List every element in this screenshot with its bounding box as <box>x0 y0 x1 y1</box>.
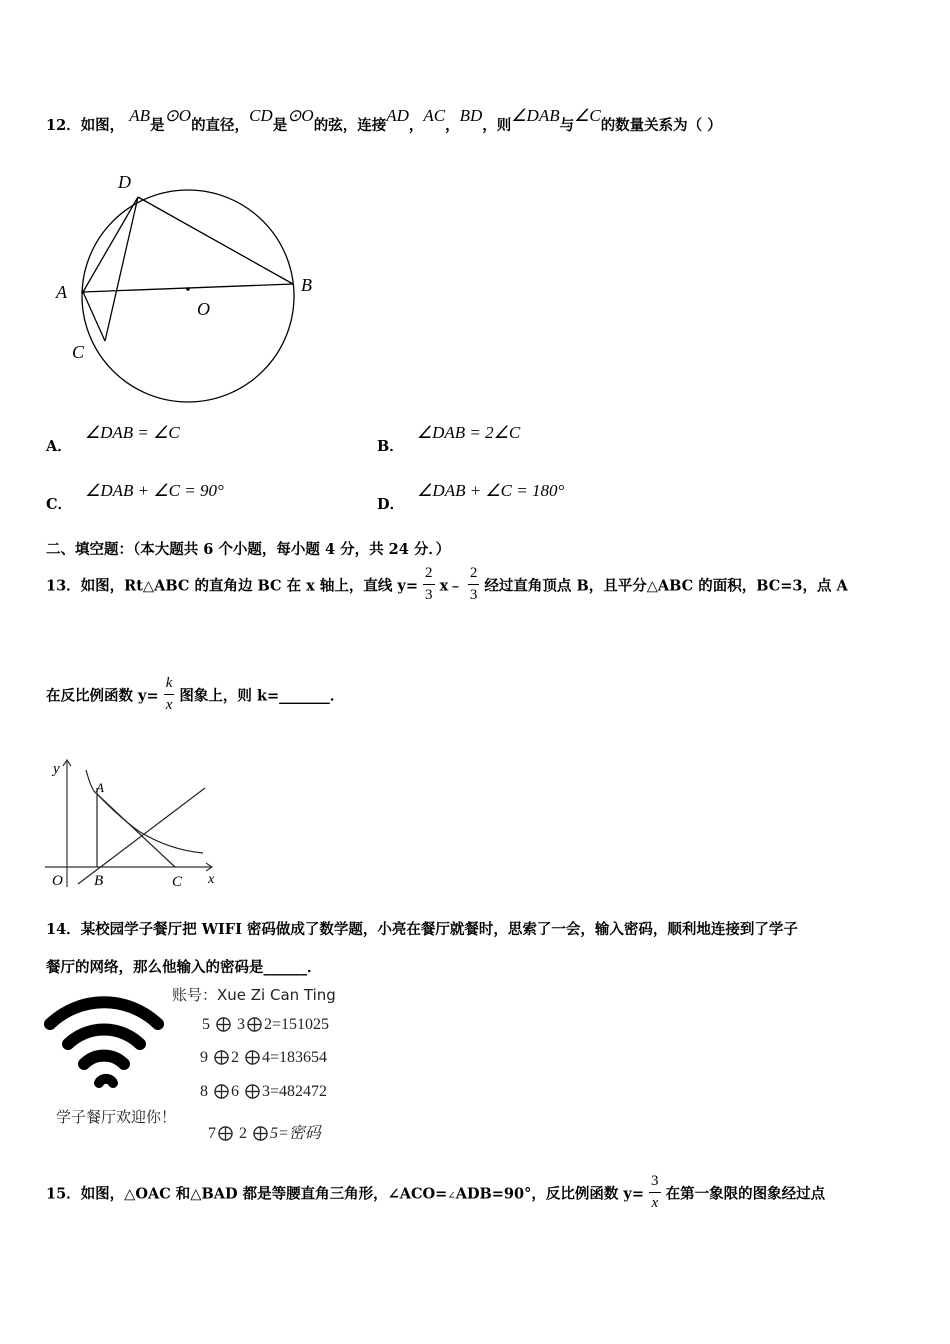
fraction-3-x: $\frac{3}{x}$ <box>651 1173 659 1211</box>
wifi-icon <box>44 992 164 1092</box>
wifi-equation-4: 7 2 5=密码 <box>208 1125 321 1142</box>
point-o <box>186 287 190 291</box>
circle-plus-icon <box>253 1126 268 1141</box>
circle-plus-icon <box>218 1126 233 1141</box>
label-a: A <box>96 780 104 795</box>
q13-number: 13． <box>46 577 81 595</box>
chord-db <box>138 197 293 284</box>
chord-dc <box>105 197 138 341</box>
fraction-k-x: $\frac{k}{x}$ <box>165 675 173 713</box>
circle-plus-icon <box>245 1084 260 1099</box>
label-o: O <box>197 299 210 319</box>
fraction-2-3: $\frac{2}{3}$ <box>425 565 433 603</box>
label-a: A <box>56 282 67 302</box>
q12-stem: 12．如图， AB是⊙O的直径，CD是⊙O的弦，连接AD，AC，BD，则∠DAB与∠C的数量关系为（ ） <box>46 106 722 134</box>
wifi-equation-2: 9 2 4=183654 <box>200 1049 328 1066</box>
fraction-2-3: $\frac{2}{3}$ <box>469 565 478 603</box>
q15-number: 15． <box>46 1185 81 1203</box>
wifi-account: 账号：Xue Zi Can Ting <box>172 986 336 1004</box>
circle-plus-icon <box>247 1017 262 1032</box>
q12-option-b[interactable]: B． ∠DAB = 2∠C <box>377 423 521 455</box>
label-y: y <box>53 761 60 777</box>
q12-circle-figure <box>50 165 330 405</box>
q13-stem-line1: 13．如图，Rt△ABC 的直角边 BC 在 x 轴上，直线 y= $\frac{2}{3}$ x﹣ $\frac{2}{3}$ 经过直角顶点 B，且平分△ABC 的面积，BC=3，点 A <box>46 565 848 603</box>
q12-option-d[interactable]: D． ∠DAB + ∠C = 180° <box>377 481 565 513</box>
chord-ac <box>83 292 105 341</box>
q15-stem: 15．如图，△OAC 和△BAD 都是等腰直角三角形，∠ACO=∠ADB=90°，反比例函数 y= $\frac{3}{x}$ 在第一象限的图象经过点 <box>46 1173 826 1211</box>
wifi-equation-1: 5 3 2=151025 <box>202 1016 330 1033</box>
point-a <box>81 290 85 294</box>
label-c: C <box>72 342 85 362</box>
label-d: D <box>118 172 131 192</box>
q12-option-c[interactable]: C． ∠DAB + ∠C = 90° <box>46 481 224 513</box>
label-o: O <box>52 873 63 889</box>
circle-plus-icon <box>214 1084 229 1099</box>
q14-stem-line1: 14．某校园学子餐厅把 WIFI 密码做成了数学题，小亮在餐厅就餐时，思索了一会，输入密码，顺利地连接到了学子 <box>46 921 798 938</box>
q13-graph-figure <box>40 752 230 892</box>
circle-plus-icon <box>245 1050 260 1065</box>
label-b: B <box>301 275 312 295</box>
segment-ac <box>97 794 175 867</box>
q14-number: 14． <box>46 921 81 938</box>
circle-plus-icon <box>216 1017 231 1032</box>
label-x: x <box>208 872 215 887</box>
circle-o <box>82 190 294 402</box>
wifi-equation-3: 8 6 3=482472 <box>200 1083 328 1100</box>
section-title: 二、填空题：（本大题共 6 个小题，每小题 4 分，共 24 分．） <box>46 541 451 558</box>
circle-plus-icon <box>214 1050 229 1065</box>
q14-stem-line2: 餐厅的网络，那么他输入的密码是______． <box>46 959 322 976</box>
q12-number: 12． <box>46 117 81 134</box>
label-b: B <box>94 873 104 889</box>
label-c: C <box>172 874 183 890</box>
q12-option-a[interactable]: A． ∠DAB = ∠C <box>46 423 180 455</box>
q13-stem-line2: 在反比例函数 y= $\frac{k}{x}$ 图象上，则 k=_______． <box>46 675 345 713</box>
wifi-welcome: 学子餐厅欢迎你！ <box>56 1108 177 1126</box>
chord-da <box>83 197 138 292</box>
